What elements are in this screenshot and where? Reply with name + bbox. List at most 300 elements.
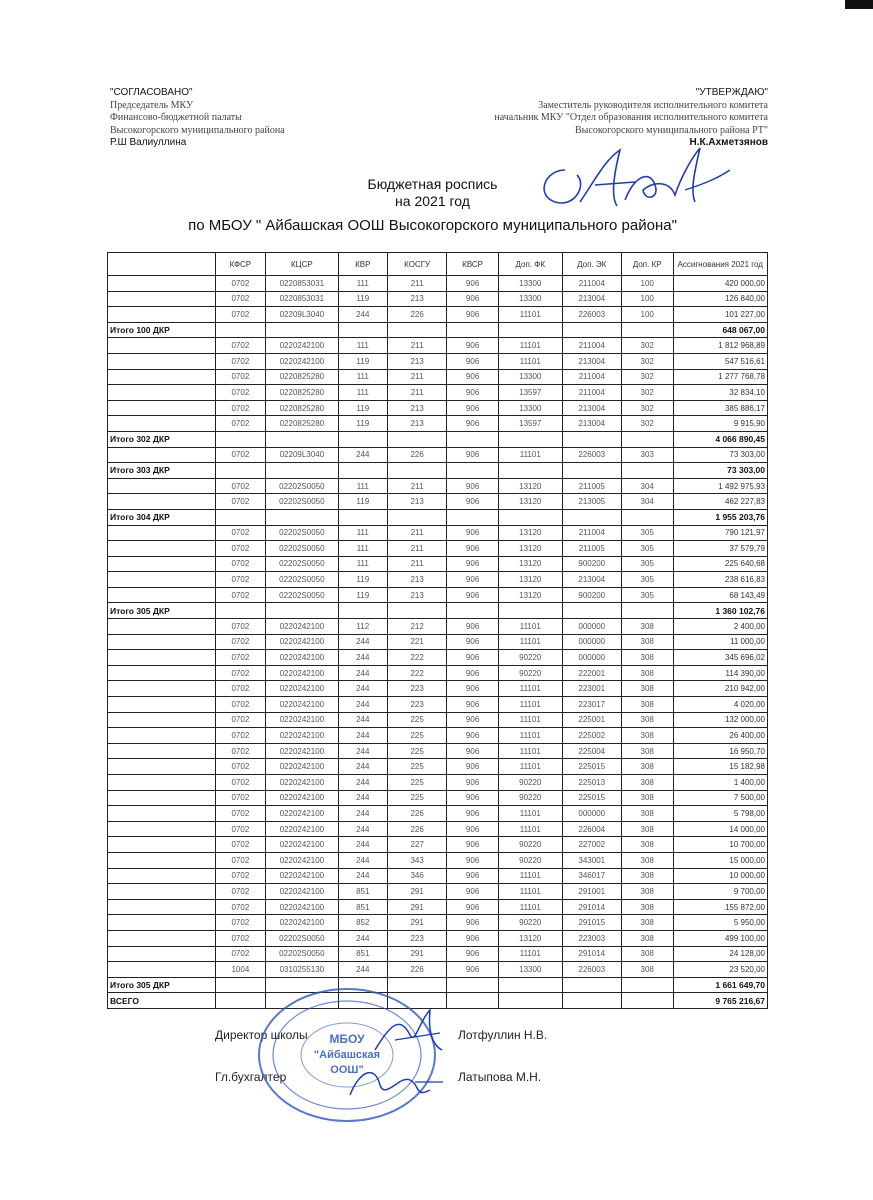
stamp-line-1: МБОУ — [329, 1032, 365, 1046]
row-label-cell — [108, 634, 216, 650]
code-cell: 11101 — [498, 743, 562, 759]
code-cell — [498, 603, 562, 619]
code-cell: 211005 — [562, 478, 621, 494]
allocation-cell: 9 700,00 — [673, 884, 768, 900]
row-label-cell — [108, 338, 216, 354]
code-cell: 343001 — [562, 852, 621, 868]
code-cell — [266, 463, 338, 479]
code-cell: 211 — [388, 276, 447, 292]
allocation-cell: 10 000,00 — [673, 868, 768, 884]
row-label-cell — [108, 572, 216, 588]
code-cell: 304 — [621, 494, 673, 510]
code-cell: 308 — [621, 899, 673, 915]
code-cell: 244 — [338, 743, 387, 759]
code-cell: 0702 — [215, 775, 266, 791]
code-cell: 0220825280 — [266, 385, 338, 401]
code-cell — [621, 509, 673, 525]
code-cell: 211005 — [562, 541, 621, 557]
code-cell: 11101 — [498, 634, 562, 650]
code-cell: 223 — [388, 681, 447, 697]
code-cell — [215, 509, 266, 525]
allocation-cell: 9 765 216,67 — [673, 993, 768, 1009]
allocation-cell: 68 143,49 — [673, 587, 768, 603]
code-cell — [498, 431, 562, 447]
code-cell: 000000 — [562, 619, 621, 635]
code-cell: 211004 — [562, 369, 621, 385]
code-cell: 02202S0050 — [266, 587, 338, 603]
code-cell: 222 — [388, 665, 447, 681]
code-cell: 906 — [447, 338, 499, 354]
code-cell: 0220242100 — [266, 868, 338, 884]
doc-title: Бюджетная роспись — [367, 176, 498, 192]
code-cell: 227 — [388, 837, 447, 853]
code-cell: 308 — [621, 915, 673, 931]
code-cell: 0702 — [215, 400, 266, 416]
code-cell: 302 — [621, 338, 673, 354]
code-cell: 226 — [388, 447, 447, 463]
approved-line-2: начальник МКУ "Отдел образования исполнительного комитета — [494, 112, 768, 123]
allocation-cell: 1 661 649,70 — [673, 977, 768, 993]
table-row — [108, 821, 768, 837]
row-label-cell — [108, 541, 216, 557]
code-cell: 111 — [338, 369, 387, 385]
row-label-cell — [108, 525, 216, 541]
row-label-cell — [108, 962, 216, 978]
code-cell: 0702 — [215, 385, 266, 401]
allocation-cell: 23 520,00 — [673, 962, 768, 978]
agreed-name: Р.Ш Валиуллина — [110, 137, 187, 148]
code-cell — [447, 322, 499, 338]
code-cell: 212 — [388, 619, 447, 635]
allocation-cell: 16 950,70 — [673, 743, 768, 759]
agreed-line-1: Председатель МКУ — [110, 99, 194, 111]
code-cell: 308 — [621, 665, 673, 681]
code-cell: 0702 — [215, 946, 266, 962]
row-label-cell — [108, 697, 216, 713]
code-cell: 111 — [338, 478, 387, 494]
code-cell: 291015 — [562, 915, 621, 931]
row-label-cell — [108, 915, 216, 931]
allocation-cell: 32 834,10 — [673, 385, 768, 401]
code-cell: 0220242100 — [266, 821, 338, 837]
code-cell: 223003 — [562, 930, 621, 946]
code-cell: 0702 — [215, 572, 266, 588]
code-cell: 244 — [338, 868, 387, 884]
code-cell: 906 — [447, 291, 499, 307]
code-cell: 0220242100 — [266, 852, 338, 868]
code-cell: 0220242100 — [266, 806, 338, 822]
code-cell: 308 — [621, 946, 673, 962]
code-cell: 244 — [338, 775, 387, 791]
row-label-cell — [108, 743, 216, 759]
code-cell: 308 — [621, 681, 673, 697]
code-cell: 225015 — [562, 759, 621, 775]
code-cell: 906 — [447, 712, 499, 728]
row-label-cell — [108, 650, 216, 666]
row-label-cell — [108, 478, 216, 494]
code-cell: 0702 — [215, 338, 266, 354]
allocation-cell: 1 955 203,76 — [673, 509, 768, 525]
code-cell: 0220242100 — [266, 728, 338, 744]
code-cell: 906 — [447, 743, 499, 759]
allocation-cell: 73 303,00 — [673, 447, 768, 463]
code-cell: 213 — [388, 416, 447, 432]
code-cell: 906 — [447, 416, 499, 432]
code-cell: 13300 — [498, 400, 562, 416]
code-cell: 906 — [447, 572, 499, 588]
col-header-kosgu: КОСГУ — [388, 253, 447, 276]
row-label-cell — [108, 276, 216, 292]
allocation-cell: 9 915,90 — [673, 416, 768, 432]
table-row — [108, 665, 768, 681]
code-cell: 244 — [338, 665, 387, 681]
code-cell: 0702 — [215, 353, 266, 369]
row-label-cell — [108, 494, 216, 510]
row-label-cell — [108, 852, 216, 868]
code-cell: 0702 — [215, 712, 266, 728]
code-cell: 244 — [338, 930, 387, 946]
code-cell: 0702 — [215, 650, 266, 666]
code-cell: 211 — [388, 385, 447, 401]
code-cell: 119 — [338, 494, 387, 510]
code-cell: 291 — [388, 884, 447, 900]
code-cell: 244 — [338, 712, 387, 728]
code-cell — [338, 603, 387, 619]
code-cell — [562, 977, 621, 993]
code-cell: 225002 — [562, 728, 621, 744]
code-cell: 227002 — [562, 837, 621, 853]
code-cell — [447, 977, 499, 993]
code-cell: 11101 — [498, 868, 562, 884]
accountant-signature-icon — [345, 1060, 445, 1105]
table-row — [108, 759, 768, 775]
code-cell: 906 — [447, 946, 499, 962]
code-cell: 119 — [338, 587, 387, 603]
accountant-label: Гл.бухгалтер — [215, 1070, 287, 1084]
code-cell: 244 — [338, 634, 387, 650]
stamp-line-2: "Айбашская — [313, 1049, 381, 1061]
row-label-cell — [108, 556, 216, 572]
code-cell: 13597 — [498, 416, 562, 432]
table-row — [108, 369, 768, 385]
code-cell: 305 — [621, 587, 673, 603]
table-row — [108, 681, 768, 697]
allocation-cell: 15 182,98 — [673, 759, 768, 775]
budget-table — [107, 252, 768, 1009]
code-cell: 226 — [388, 806, 447, 822]
row-label-cell — [108, 868, 216, 884]
code-cell: 308 — [621, 821, 673, 837]
code-cell: 221 — [388, 634, 447, 650]
code-cell: 906 — [447, 806, 499, 822]
code-cell: 223017 — [562, 697, 621, 713]
row-label-cell — [108, 775, 216, 791]
col-header-allocation: Ассигнования 2021 год — [673, 253, 768, 276]
table-row — [108, 837, 768, 853]
code-cell: 225015 — [562, 790, 621, 806]
code-cell: 211004 — [562, 276, 621, 292]
table-row — [108, 852, 768, 868]
row-label-cell — [108, 712, 216, 728]
code-cell: 211 — [388, 369, 447, 385]
code-cell: 111 — [338, 276, 387, 292]
code-cell — [388, 509, 447, 525]
code-cell: 305 — [621, 572, 673, 588]
code-cell: 906 — [447, 556, 499, 572]
allocation-cell: 126 840,00 — [673, 291, 768, 307]
code-cell — [562, 431, 621, 447]
code-cell: 211 — [388, 525, 447, 541]
code-cell: 906 — [447, 494, 499, 510]
row-label-cell — [108, 353, 216, 369]
code-cell: 906 — [447, 541, 499, 557]
code-cell: 211 — [388, 338, 447, 354]
code-cell: 90220 — [498, 852, 562, 868]
table-row — [108, 619, 768, 635]
code-cell: 346 — [388, 868, 447, 884]
code-cell: 02202S0050 — [266, 946, 338, 962]
row-label-cell — [108, 759, 216, 775]
code-cell: 0702 — [215, 759, 266, 775]
code-cell: 211 — [388, 556, 447, 572]
code-cell: 223 — [388, 697, 447, 713]
row-label-cell — [108, 307, 216, 323]
col-header-kcsr: КЦСР — [266, 253, 338, 276]
code-cell: 851 — [338, 884, 387, 900]
code-cell: 13120 — [498, 478, 562, 494]
code-cell: 0702 — [215, 852, 266, 868]
code-cell — [621, 431, 673, 447]
code-cell — [338, 509, 387, 525]
code-cell: 906 — [447, 728, 499, 744]
code-cell: 308 — [621, 962, 673, 978]
code-cell: 13120 — [498, 572, 562, 588]
code-cell: 0702 — [215, 447, 266, 463]
code-cell: 100 — [621, 276, 673, 292]
code-cell: 906 — [447, 400, 499, 416]
code-cell: 308 — [621, 852, 673, 868]
code-cell — [621, 463, 673, 479]
code-cell: 90220 — [498, 665, 562, 681]
code-cell: 308 — [621, 619, 673, 635]
code-cell: 225013 — [562, 775, 621, 791]
row-label-cell: Итого 302 ДКР — [108, 431, 216, 447]
code-cell: 211 — [388, 541, 447, 557]
code-cell: 302 — [621, 416, 673, 432]
code-cell: 0702 — [215, 868, 266, 884]
code-cell: 308 — [621, 743, 673, 759]
code-cell: 11101 — [498, 806, 562, 822]
code-cell: 906 — [447, 650, 499, 666]
code-cell — [215, 603, 266, 619]
code-cell: 302 — [621, 400, 673, 416]
code-cell: 0220242100 — [266, 712, 338, 728]
table-row — [108, 915, 768, 931]
code-cell: 11101 — [498, 307, 562, 323]
code-cell: 223001 — [562, 681, 621, 697]
code-cell: 0220825280 — [266, 369, 338, 385]
code-cell: 0702 — [215, 619, 266, 635]
code-cell: 000000 — [562, 634, 621, 650]
code-cell — [266, 603, 338, 619]
code-cell: 0220242100 — [266, 353, 338, 369]
code-cell: 13120 — [498, 556, 562, 572]
code-cell: 0220242100 — [266, 665, 338, 681]
table-row — [108, 338, 768, 354]
code-cell: 02202S0050 — [266, 525, 338, 541]
code-cell: 213 — [388, 572, 447, 588]
code-cell: 226 — [388, 962, 447, 978]
code-cell: 0702 — [215, 556, 266, 572]
code-cell: 906 — [447, 681, 499, 697]
code-cell — [621, 977, 673, 993]
director-signature-icon — [370, 1005, 450, 1065]
code-cell: 291 — [388, 915, 447, 931]
stamp-line-3: ООШ" — [330, 1064, 364, 1076]
code-cell: 291014 — [562, 899, 621, 915]
code-cell: 906 — [447, 307, 499, 323]
code-cell: 211004 — [562, 338, 621, 354]
code-cell: 906 — [447, 369, 499, 385]
allocation-cell: 1 277 768,78 — [673, 369, 768, 385]
code-cell: 213 — [388, 494, 447, 510]
allocation-cell: 14 000,00 — [673, 821, 768, 837]
code-cell: 11101 — [498, 353, 562, 369]
table-row — [108, 697, 768, 713]
total-row — [108, 463, 768, 479]
allocation-cell: 4 020,00 — [673, 697, 768, 713]
code-cell — [562, 993, 621, 1009]
code-cell: 000000 — [562, 650, 621, 666]
col-header-kvr: КВР — [338, 253, 387, 276]
code-cell: 119 — [338, 291, 387, 307]
code-cell: 226003 — [562, 447, 621, 463]
col-header-dop-ek: Доп. ЭК — [562, 253, 621, 276]
code-cell: 308 — [621, 634, 673, 650]
code-cell: 308 — [621, 712, 673, 728]
code-cell: 0702 — [215, 837, 266, 853]
row-label-cell: Итого 303 ДКР — [108, 463, 216, 479]
code-cell — [447, 431, 499, 447]
table-row — [108, 478, 768, 494]
code-cell: 308 — [621, 697, 673, 713]
code-cell: 308 — [621, 650, 673, 666]
code-cell: 0220242100 — [266, 634, 338, 650]
code-cell: 906 — [447, 665, 499, 681]
code-cell — [388, 603, 447, 619]
code-cell: 906 — [447, 478, 499, 494]
code-cell: 0220242100 — [266, 697, 338, 713]
code-cell — [215, 463, 266, 479]
table-row — [108, 634, 768, 650]
code-cell: 0702 — [215, 806, 266, 822]
code-cell — [266, 322, 338, 338]
code-cell: 906 — [447, 821, 499, 837]
code-cell — [562, 603, 621, 619]
code-cell: 900200 — [562, 587, 621, 603]
code-cell: 11101 — [498, 728, 562, 744]
code-cell: 906 — [447, 759, 499, 775]
code-cell: 211 — [388, 478, 447, 494]
code-cell — [447, 463, 499, 479]
allocation-cell: 37 579,79 — [673, 541, 768, 557]
code-cell: 226003 — [562, 307, 621, 323]
code-cell: 111 — [338, 338, 387, 354]
row-label-cell — [108, 837, 216, 853]
code-cell: 906 — [447, 276, 499, 292]
code-cell: 02202S0050 — [266, 494, 338, 510]
code-cell: 0220853031 — [266, 291, 338, 307]
row-label-cell — [108, 884, 216, 900]
code-cell: 1004 — [215, 962, 266, 978]
code-cell: 0702 — [215, 743, 266, 759]
code-cell: 906 — [447, 775, 499, 791]
code-cell: 0702 — [215, 307, 266, 323]
allocation-cell: 4 066 890,45 — [673, 431, 768, 447]
code-cell: 244 — [338, 447, 387, 463]
row-label-cell — [108, 946, 216, 962]
code-cell: 244 — [338, 728, 387, 744]
code-cell: 11101 — [498, 681, 562, 697]
code-cell: 02202S0050 — [266, 572, 338, 588]
code-cell: 906 — [447, 962, 499, 978]
code-cell: 0702 — [215, 681, 266, 697]
code-cell: 11101 — [498, 619, 562, 635]
code-cell: 0702 — [215, 665, 266, 681]
code-cell: 906 — [447, 697, 499, 713]
code-cell: 0702 — [215, 416, 266, 432]
code-cell: 11101 — [498, 447, 562, 463]
code-cell: 0702 — [215, 478, 266, 494]
row-label-cell — [108, 899, 216, 915]
allocation-cell: 24 128,00 — [673, 946, 768, 962]
table-row — [108, 447, 768, 463]
table-row — [108, 930, 768, 946]
director-name: Лотфуллин Н.В. — [458, 1028, 548, 1042]
code-cell: 100 — [621, 291, 673, 307]
code-cell: 906 — [447, 884, 499, 900]
code-cell — [498, 322, 562, 338]
code-cell: 346017 — [562, 868, 621, 884]
table-row — [108, 416, 768, 432]
code-cell: 906 — [447, 525, 499, 541]
code-cell: 02202S0050 — [266, 556, 338, 572]
code-cell: 0702 — [215, 930, 266, 946]
code-cell: 02202S0050 — [266, 930, 338, 946]
code-cell: 0702 — [215, 291, 266, 307]
code-cell: 226 — [388, 821, 447, 837]
allocation-cell: 790 121,97 — [673, 525, 768, 541]
code-cell: 244 — [338, 837, 387, 853]
table-row — [108, 962, 768, 978]
row-label-cell — [108, 385, 216, 401]
allocation-cell: 1 812 968,89 — [673, 338, 768, 354]
code-cell — [388, 431, 447, 447]
allocation-cell: 10 700,00 — [673, 837, 768, 853]
table-row — [108, 587, 768, 603]
allocation-cell: 225 640,68 — [673, 556, 768, 572]
table-row — [108, 400, 768, 416]
code-cell: 0220242100 — [266, 884, 338, 900]
code-cell: 0220242100 — [266, 681, 338, 697]
code-cell: 13300 — [498, 962, 562, 978]
code-cell: 13120 — [498, 541, 562, 557]
allocation-cell: 132 000,00 — [673, 712, 768, 728]
table-row — [108, 712, 768, 728]
allocation-cell: 15 000,00 — [673, 852, 768, 868]
code-cell: 291001 — [562, 884, 621, 900]
code-cell: 0702 — [215, 525, 266, 541]
